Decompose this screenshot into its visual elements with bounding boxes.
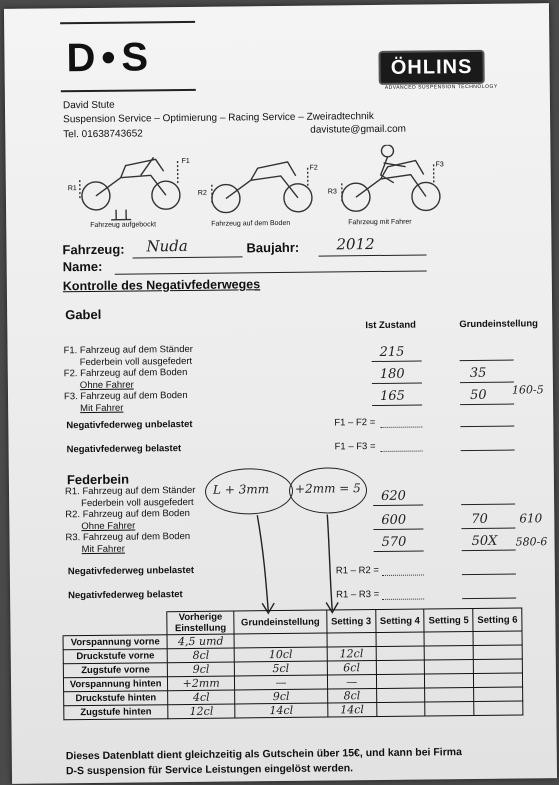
setup-table [62, 607, 523, 720]
section-title: Kontrolle des Negativfederweges [62, 277, 261, 294]
header-setting-3: Setting 3 [327, 610, 376, 634]
col-grund: Grundeinstellung [459, 318, 538, 331]
cell: 8cl [167, 648, 234, 663]
cell: 8cl [327, 689, 376, 704]
owner-name: David Stute [62, 99, 115, 112]
r2-grund-note: 610 [519, 511, 543, 526]
gabel-belastet-dots [381, 451, 423, 452]
gabel-unbelastet-line [460, 426, 514, 428]
caption-3: Fahrzeug mit Fahrer [348, 218, 412, 227]
cell [425, 687, 474, 702]
col-ist: Ist Zustand [365, 319, 417, 332]
cell [425, 645, 474, 660]
gabel-f1: F1. Fahrzeug auf dem Ständer Federbein voll ausgefedert [63, 343, 193, 368]
gabel-belastet-line [461, 450, 515, 452]
cell [376, 646, 425, 661]
cell: 4,5 umd [167, 634, 234, 649]
gabel-f3: F3. Fahrzeug auf dem Boden Mit Fahrer [63, 389, 188, 414]
services-line: Suspension Service – Optimierung – Racing Service – Zweiradtechnik [63, 111, 374, 126]
cell [376, 674, 425, 689]
row-label: Zugstufe vorne [63, 663, 167, 678]
baujahr-label: Baujahr: [246, 239, 300, 256]
arrow-2-icon [327, 514, 332, 610]
f2-grund-line [460, 382, 514, 384]
r1-grund-line [461, 504, 515, 506]
f2-grund-value: 35 [469, 365, 487, 382]
row-label: Vorspannung vorne [63, 635, 167, 650]
cell: 5cl [234, 661, 327, 676]
cell: 12cl [327, 647, 376, 662]
caption-2: Fahrzeug auf dem Boden [211, 219, 291, 228]
fahrzeug-value: Nuda [146, 236, 188, 256]
cell: 10cl [234, 647, 327, 662]
row-label: Vorspannung hinten [63, 677, 167, 692]
motorcycle-illustrations [65, 144, 446, 226]
gabel-belastet-formula: F1 – F3 = [334, 441, 376, 453]
f3-ist-value: 165 [379, 388, 405, 404]
baujahr-line [319, 254, 427, 256]
r3-grund-note: 580-6 [515, 535, 548, 549]
f2-ist-value: 180 [379, 366, 405, 382]
cell [473, 659, 522, 674]
label-f2: F2 [309, 164, 318, 172]
r2-ist-value: 600 [381, 512, 407, 528]
f3-ist-line [372, 405, 422, 407]
cell [234, 633, 327, 648]
label-f1: F1 [181, 157, 190, 166]
header-vorherige: Vorherige Einstellung [167, 611, 234, 635]
ohlins-logo: ÖHLINS [378, 50, 484, 85]
header-grund: Grundeinstellung [234, 610, 327, 634]
header-setting-6: Setting 6 [473, 608, 522, 632]
r2-grund-value: 70 [471, 511, 488, 528]
cell [473, 645, 522, 660]
f1-grund-line [460, 360, 514, 362]
fahrzeug-label: Fahrzeug: [62, 241, 125, 258]
name-label: Name: [62, 258, 103, 275]
logo-top-rule [60, 21, 195, 24]
r2-grund-line [461, 528, 515, 530]
federbein-unbelastet-dots [382, 575, 424, 576]
cell: 14cl [235, 703, 328, 718]
cell: 9cl [168, 662, 235, 677]
f1-ist-value: 215 [379, 344, 405, 360]
cell [425, 701, 474, 716]
data-sheet [4, 3, 557, 784]
label-f3: F3 [435, 161, 444, 169]
federbein-r2: R2. Fahrzeug auf dem Boden Ohne Fahrer [65, 507, 190, 532]
r2-ist-line [373, 529, 423, 531]
gabel-belastet: Negativfederweg belastet [66, 443, 182, 456]
cell: 14cl [328, 703, 377, 718]
r3-grund-value: 50X [471, 533, 498, 550]
cell [327, 633, 376, 648]
arrow-1-icon [257, 515, 268, 611]
cell [474, 673, 523, 688]
cell: +2mm [168, 676, 235, 691]
phone: Tel. 01638743652 [63, 128, 143, 141]
header-empty [63, 612, 167, 636]
federbein-belastet-dots [382, 599, 424, 600]
r3-ist-value: 570 [381, 534, 407, 550]
cell: 6cl [327, 661, 376, 676]
f3-grund-value: 50 [469, 387, 487, 404]
row-label: Druckstufe hinten [64, 691, 168, 706]
header-setting-5: Setting 5 [424, 608, 473, 632]
cell [474, 701, 523, 716]
cell [376, 632, 425, 647]
header-setting-4: Setting 4 [375, 609, 424, 633]
cell [425, 659, 474, 674]
cell [376, 702, 425, 717]
annotation-2: +2mm = 5 [294, 481, 361, 496]
federbein-r1: R1. Fahrzeug auf dem Ständer Federbein voll ausgefedert [64, 484, 196, 509]
cell: 9cl [235, 689, 328, 704]
baujahr-value: 2012 [336, 235, 375, 254]
cell: — [327, 675, 376, 690]
bike1-front-wheel-icon [152, 181, 180, 209]
fahrzeug-line [133, 256, 243, 258]
ohlins-tagline: ADVANCED SUSPENSION TECHNOLOGY [384, 83, 498, 91]
f3-grund-note: 160-5 [511, 383, 544, 397]
row-label: Druckstufe vorne [63, 649, 167, 664]
gabel-f2: F2. Fahrzeug auf dem Boden Ohne Fahrer [63, 366, 188, 391]
cell [474, 687, 523, 702]
gabel-title: Gabel [65, 306, 102, 323]
cell [425, 673, 474, 688]
footer-line-2: D-S suspension für Service Leistungen eingelöst werden. [65, 762, 354, 778]
ds-logo: D•S [66, 35, 155, 81]
federbein-belastet-formula: R1 – R3 = [336, 588, 380, 601]
cell [376, 660, 425, 675]
f2-ist-line [372, 383, 422, 385]
cell [376, 688, 425, 703]
r1-ist-line [373, 505, 423, 507]
federbein-title: Federbein [66, 471, 130, 488]
email: davistute@gmail.com [310, 123, 407, 136]
r3-grund-line [462, 550, 516, 552]
f3-grund-line [460, 404, 514, 406]
cell [424, 631, 473, 646]
cell: 12cl [168, 704, 235, 719]
gabel-unbelastet-formula: F1 – F2 = [334, 417, 376, 429]
cell: — [235, 675, 328, 690]
annotation-1: L + 3mm [212, 482, 270, 497]
federbein-belastet-line [462, 598, 516, 600]
r1-ist-value: 620 [381, 488, 406, 504]
federbein-unbelastet: Negativfederweg unbelastet [67, 564, 195, 578]
federbein-unbelastet-formula: R1 – R2 = [335, 564, 379, 577]
label-r3: R3 [327, 188, 337, 196]
caption-1: Fahrzeug aufgebockt [90, 221, 157, 229]
f1-ist-line [372, 361, 422, 363]
r3-ist-line [374, 551, 424, 553]
label-r1: R1 [67, 185, 77, 193]
row-label: Zugstufe hinten [64, 705, 168, 720]
federbein-unbelastet-line [462, 574, 516, 576]
name-line [115, 270, 427, 274]
label-r2: R2 [197, 189, 207, 197]
gabel-unbelastet: Negativfederweg unbelastet [66, 418, 193, 432]
cell [473, 631, 522, 646]
footer-line-1: Dieses Datenblatt dient gleichzeitig als Gutschein über 15€, und kann bei Firma [65, 746, 463, 763]
federbein-belastet: Negativfederweg belastet [68, 589, 183, 602]
handdrawn-arrows [229, 510, 350, 621]
cell: 4cl [168, 690, 235, 705]
logo-bottom-rule [61, 89, 196, 92]
federbein-r3: R3. Fahrzeug auf dem Boden Mit Fahrer [65, 530, 191, 555]
gabel-unbelastet-dots [380, 427, 422, 428]
